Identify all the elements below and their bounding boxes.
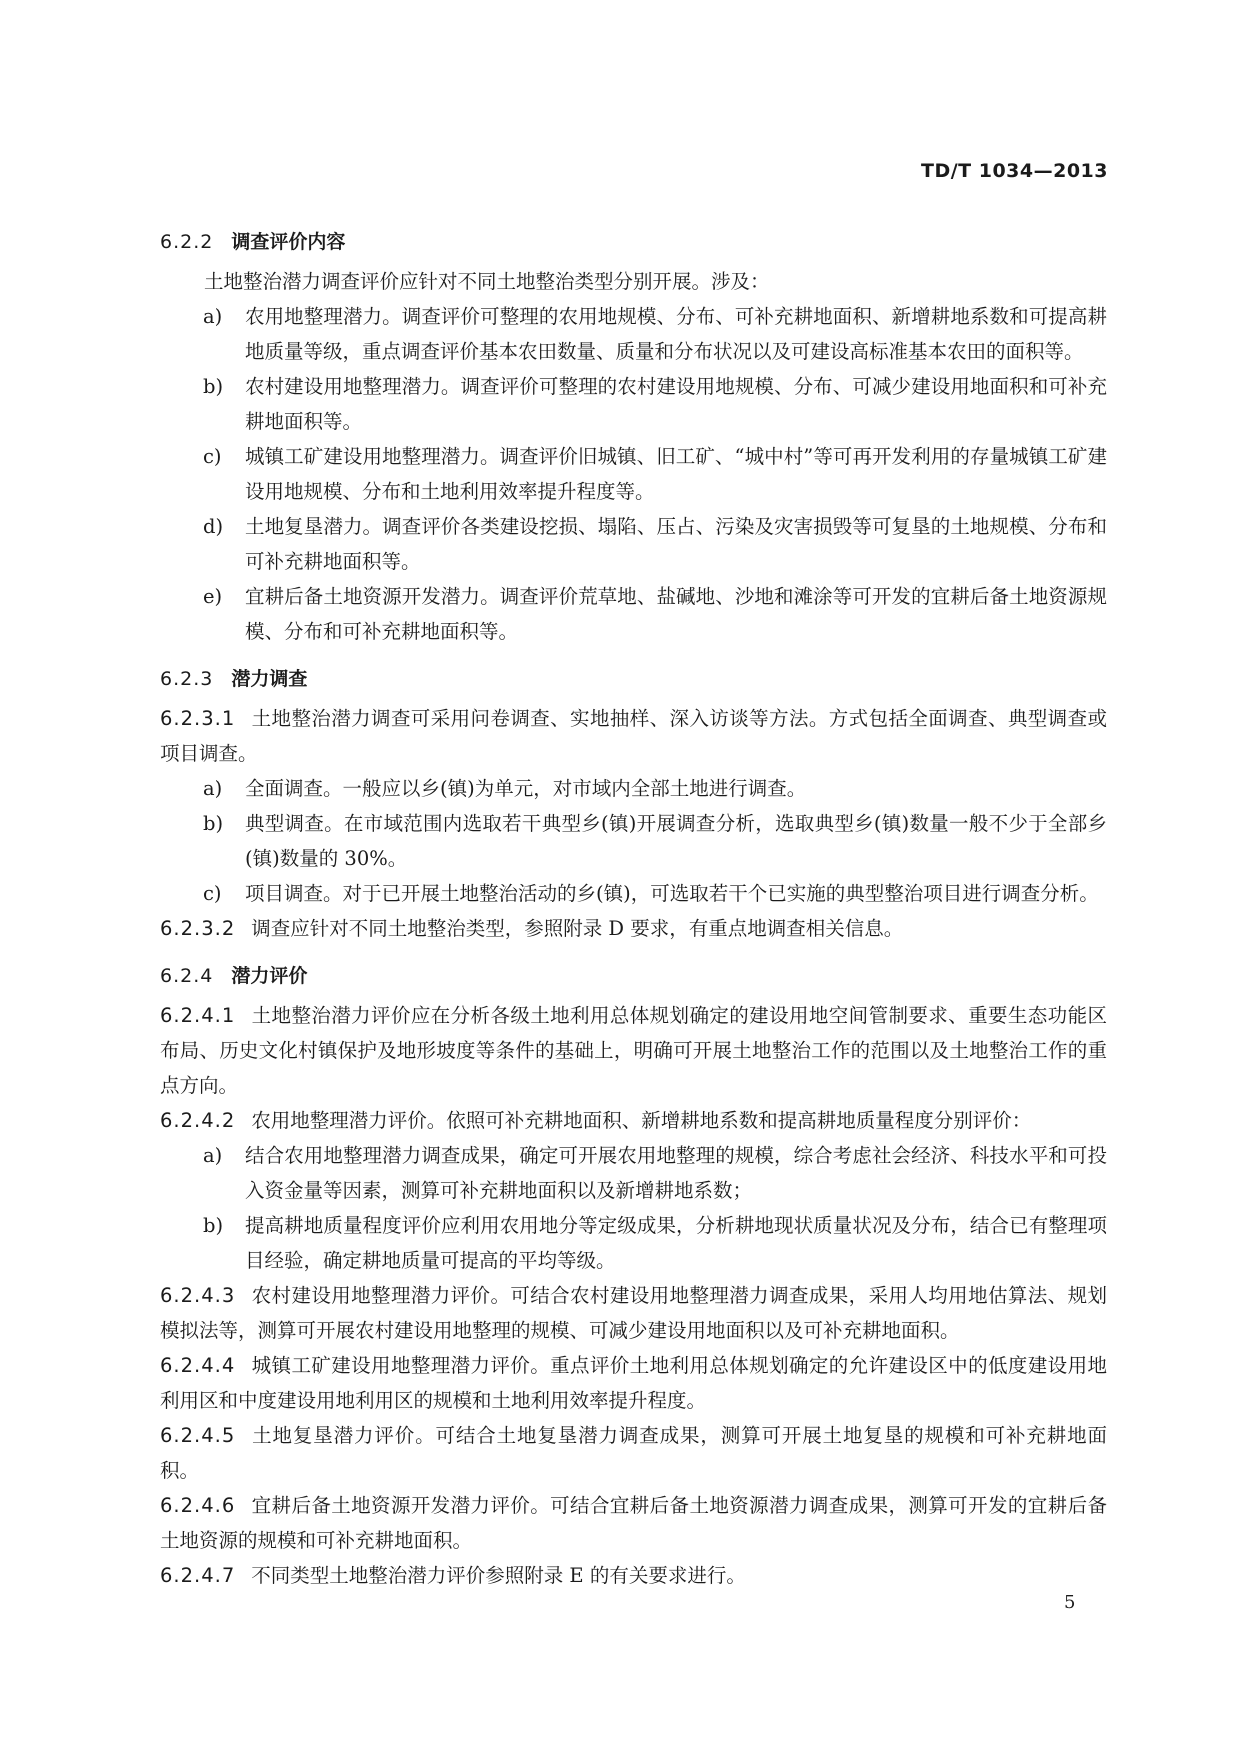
clause-6-2-4-4 <box>160 1348 1107 1418</box>
section-number: 6.2.3 <box>160 668 214 690</box>
list-label: b) <box>203 375 224 398</box>
list-text: 提高耕地质量程度评价应利用农用地分等定级成果，分析耕地现状质量状况及分布，结合已有整理项目经验，确定耕地质量可提高的平均等级。 <box>245 1214 1107 1272</box>
clause-6-2-4-1 <box>160 998 1107 1103</box>
clause-6-2-4-6 <box>160 1488 1107 1558</box>
list-label: c) <box>203 445 222 468</box>
list-label: d) <box>203 515 224 538</box>
clause-6-2-4-5 <box>160 1418 1107 1488</box>
clause-number: 6.2.4.4 <box>160 1354 236 1377</box>
list-text: 全面调查。一般应以乡(镇)为单元，对市域内全部土地进行调查。 <box>245 777 807 800</box>
section-heading-6-2-2 <box>160 226 1107 258</box>
list-text: 项目调查。对于已开展土地整治活动的乡(镇)，可选取若干个已实施的典型整治项目进行调查分析。 <box>245 882 1099 905</box>
list-item <box>160 369 1107 439</box>
list-text: 农用地整理潜力。调查评价可整理的农用地规模、分布、可补充耕地面积、新增耕地系数和可提高耕地质量等级，重点调查评价基本农田数量、质量和分布状况以及可建设高标准基本农田的面积等。 <box>245 305 1107 363</box>
list-item <box>160 876 1107 911</box>
list-item <box>160 579 1107 649</box>
list-text: 宜耕后备土地资源开发潜力。调查评价荒草地、盐碱地、沙地和滩涂等可开发的宜耕后备土地资源规模、分布和可补充耕地面积等。 <box>245 585 1107 643</box>
clause-6-2-4-3 <box>160 1278 1107 1348</box>
clause-text: 城镇工矿建设用地整理潜力评价。重点评价土地利用总体规划确定的允许建设区中的低度建设用地利用区和中度建设用地利用区的规模和土地利用效率提升程度。 <box>160 1354 1107 1412</box>
section-title: 潜力调查 <box>231 668 308 690</box>
clause-number: 6.2.4.1 <box>160 1004 236 1027</box>
clause-text: 宜耕后备土地资源开发潜力评价。可结合宜耕后备土地资源潜力调查成果，测算可开发的宜耕后备土地资源的规模和可补充耕地面积。 <box>160 1494 1107 1552</box>
clause-number: 6.2.3.2 <box>160 917 236 940</box>
section-title: 调查评价内容 <box>231 231 346 253</box>
clause-text: 农村建设用地整理潜力评价。可结合农村建设用地整理潜力调查成果，采用人均用地估算法、规划模拟法等，测算可开展农村建设用地整理的规模、可减少建设用地面积以及可补充耕地面积。 <box>160 1284 1107 1342</box>
list-label: a) <box>203 305 223 328</box>
list-text: 农村建设用地整理潜力。调查评价可整理的农村建设用地规模、分布、可减少建设用地面积和可补充耕地面积等。 <box>245 375 1107 433</box>
list-text: 典型调查。在市域范围内选取若干典型乡(镇)开展调查分析，选取典型乡(镇)数量一般不少于全部乡(镇)数量的 30%。 <box>245 812 1107 870</box>
paragraph-intro: 土地整治潜力调查评价应针对不同土地整治类型分别开展。涉及： <box>204 270 770 293</box>
list-text: 城镇工矿建设用地整理潜力。调查评价旧城镇、旧工矿、“城中村”等可再开发利用的存量城镇工矿建设用地规模、分布和土地利用效率提升程度等。 <box>245 445 1107 503</box>
clause-text: 土地整治潜力调查可采用问卷调查、实地抽样、深入访谈等方法。方式包括全面调查、典型调查或项目调查。 <box>160 707 1107 765</box>
list-item <box>160 439 1107 509</box>
section-heading-6-2-4 <box>160 960 1107 992</box>
list-item <box>160 509 1107 579</box>
list-label: e) <box>203 585 223 608</box>
clause-6-2-4-2 <box>160 1103 1107 1138</box>
list-label: a) <box>203 1144 223 1167</box>
clause-text: 土地复垦潜力评价。可结合土地复垦潜力调查成果，测算可开展土地复垦的规模和可补充耕地面积。 <box>160 1424 1107 1482</box>
page-content <box>160 226 1107 1593</box>
clause-text: 不同类型土地整治潜力评价参照附录 E 的有关要求进行。 <box>251 1564 746 1587</box>
list-item <box>160 806 1107 876</box>
clause-text: 调查应针对不同土地整治类型，参照附录 D 要求，有重点地调查相关信息。 <box>251 917 904 940</box>
clause-number: 6.2.4.6 <box>160 1494 236 1517</box>
list-label: c) <box>203 882 222 905</box>
clause-text: 农用地整理潜力评价。依照可补充耕地面积、新增耕地系数和提高耕地质量程度分别评价： <box>251 1109 1032 1132</box>
list-label: b) <box>203 812 224 835</box>
list-label: a) <box>203 777 223 800</box>
clause-number: 6.2.3.1 <box>160 707 236 730</box>
section-number: 6.2.2 <box>160 231 214 253</box>
list-item <box>160 1208 1107 1278</box>
clause-6-2-3-1 <box>160 701 1107 771</box>
clause-6-2-3-2 <box>160 911 1107 946</box>
clause-text: 土地整治潜力评价应在分析各级土地利用总体规划确定的建设用地空间管制要求、重要生态功能区布局、历史文化村镇保护及地形坡度等条件的基础上，明确可开展土地整治工作的范围以及土地整治工作的重点方向。 <box>160 1004 1107 1097</box>
clause-number: 6.2.4.2 <box>160 1109 236 1132</box>
list-text: 土地复垦潜力。调查评价各类建设挖损、塌陷、压占、污染及灾害损毁等可复垦的土地规模、分布和可补充耕地面积等。 <box>245 515 1107 573</box>
page-number: 5 <box>1064 1592 1076 1613</box>
clause-number: 6.2.4.7 <box>160 1564 236 1587</box>
clause-6-2-4-7 <box>160 1558 1107 1593</box>
list-label: b) <box>203 1214 224 1237</box>
list-text: 结合农用地整理潜力调查成果，确定可开展农用地整理的规模，综合考虑社会经济、科技水平和可投入资金量等因素，测算可补充耕地面积以及新增耕地系数； <box>245 1144 1107 1202</box>
standard-code: TD/T 1034—2013 <box>920 160 1108 182</box>
section-number: 6.2.4 <box>160 965 214 987</box>
clause-number: 6.2.4.5 <box>160 1424 236 1447</box>
section-heading-6-2-3 <box>160 663 1107 695</box>
list-item <box>160 771 1107 806</box>
section-title: 潜力评价 <box>231 965 308 987</box>
list-item <box>160 1138 1107 1208</box>
clause-number: 6.2.4.3 <box>160 1284 236 1307</box>
list-item <box>160 299 1107 369</box>
